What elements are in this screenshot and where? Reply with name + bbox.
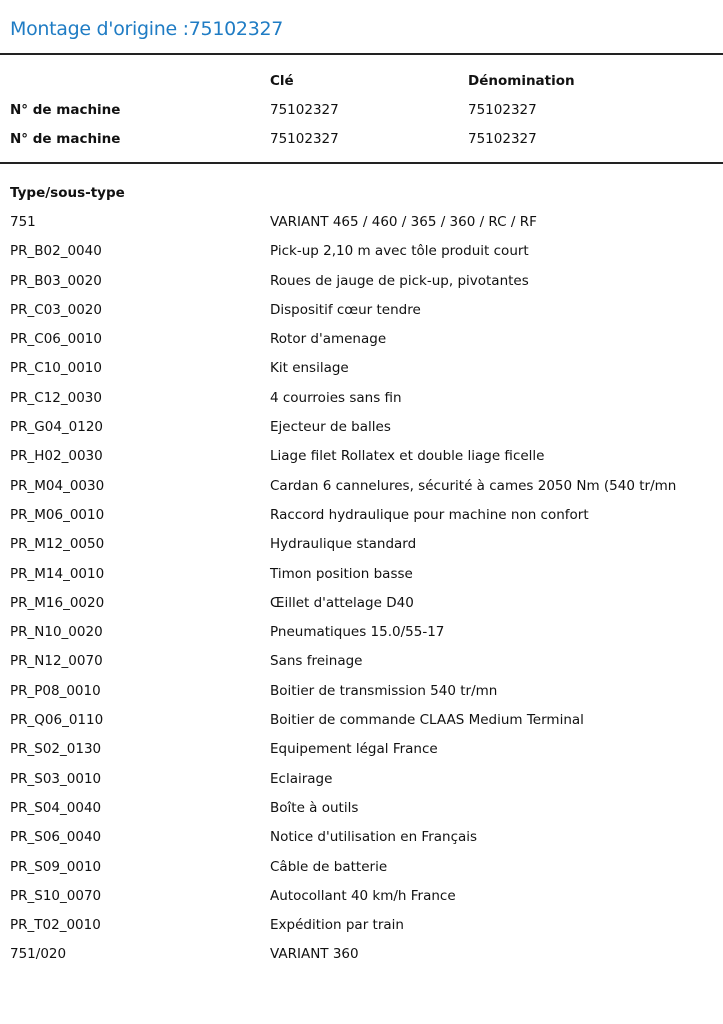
item-code: PR_Q06_0110 (10, 712, 104, 729)
list-item (0, 857, 723, 886)
machine-row-key: 75102327 (270, 102, 339, 118)
list-item (0, 212, 723, 241)
item-code: PR_P08_0010 (10, 682, 101, 699)
item-code: PR_S10_0070 (10, 887, 102, 904)
item-code: PR_S03_0010 (10, 770, 102, 787)
item-description: Pick-up 2,10 m avec tôle produit court (270, 243, 529, 260)
item-code: PR_S02_0130 (10, 741, 102, 758)
item-code: PR_H02_0030 (10, 448, 103, 465)
list-item (0, 446, 723, 475)
list-item (0, 300, 723, 329)
section-divider (0, 162, 723, 164)
list-item (0, 329, 723, 358)
machine-row-key: 75102327 (270, 131, 339, 147)
item-description: Eclairage (270, 770, 333, 787)
item-code: 751/020 (10, 946, 67, 963)
item-description: Câble de batterie (270, 858, 388, 875)
item-code: PR_S09_0010 (10, 858, 102, 875)
item-description: Œillet d'attelage D40 (270, 594, 414, 611)
item-code: PR_B02_0040 (10, 243, 102, 260)
item-code: PR_C12_0030 (10, 389, 102, 406)
list-item (0, 944, 723, 973)
list-item (0, 534, 723, 563)
item-code: PR_M12_0050 (10, 536, 105, 553)
list-item (0, 739, 723, 768)
machine-row-denomination: 75102327 (468, 131, 537, 147)
item-code: PR_B03_0020 (10, 272, 102, 289)
item-code: PR_C10_0010 (10, 360, 102, 377)
item-description: Rotor d'amenage (270, 331, 387, 348)
list-item (0, 622, 723, 651)
list-item (0, 886, 723, 915)
item-description: Pneumatiques 15.0/55-17 (270, 624, 445, 641)
item-description: Sans freinage (270, 653, 363, 670)
item-code: PR_C03_0020 (10, 301, 102, 318)
list-item (0, 271, 723, 300)
item-description: Dispositif cœur tendre (270, 301, 421, 318)
item-code: PR_T02_0010 (10, 917, 101, 934)
item-description: Ejecteur de balles (270, 419, 391, 436)
machine-row-label: N° de machine (10, 102, 121, 118)
item-description: Boitier de transmission 540 tr/mn (270, 682, 498, 699)
type-section-title: Type/sous-type (10, 185, 125, 201)
item-code: PR_S04_0040 (10, 799, 102, 816)
item-code: PR_G04_0120 (10, 419, 104, 436)
item-description: VARIANT 360 (270, 946, 359, 963)
item-description: Autocollant 40 km/h France (270, 887, 456, 904)
item-code: PR_C06_0010 (10, 331, 102, 348)
list-item (0, 651, 723, 680)
item-description: Notice d'utilisation en Français (270, 829, 478, 846)
page-title: Montage d'origine :75102327 (10, 18, 284, 40)
item-code: PR_M06_0010 (10, 506, 105, 523)
item-description: Expédition par train (270, 917, 404, 934)
item-code: PR_M14_0010 (10, 565, 105, 582)
type-list (0, 212, 723, 974)
item-code: 751 (10, 214, 36, 230)
item-description: Hydraulique standard (270, 536, 417, 553)
list-item (0, 798, 723, 827)
list-item (0, 915, 723, 944)
machine-row-denomination: 75102327 (468, 102, 537, 118)
list-item (0, 476, 723, 505)
item-description: 4 courroies sans fin (270, 389, 402, 406)
item-description: VARIANT 465 / 460 / 365 / 360 / RC / RF (270, 214, 537, 230)
item-description: Boitier de commande CLAAS Medium Terminal (270, 712, 584, 729)
item-code: PR_S06_0040 (10, 829, 102, 846)
column-header-denomination: Dénomination (468, 73, 575, 89)
list-item (0, 681, 723, 710)
list-item (0, 388, 723, 417)
list-item (0, 593, 723, 622)
list-item (0, 769, 723, 798)
item-code: PR_N10_0020 (10, 624, 103, 641)
machine-row-label: N° de machine (10, 131, 121, 147)
item-code: PR_M16_0020 (10, 594, 105, 611)
item-description: Equipement légal France (270, 741, 438, 758)
list-item (0, 505, 723, 534)
item-code: PR_N12_0070 (10, 653, 103, 670)
item-description: Kit ensilage (270, 360, 349, 377)
list-item (0, 827, 723, 856)
item-description: Timon position basse (270, 565, 413, 582)
list-item (0, 710, 723, 739)
item-description: Roues de jauge de pick-up, pivotantes (270, 272, 529, 289)
list-item (0, 358, 723, 387)
column-header-key: Clé (270, 73, 294, 89)
list-item (0, 417, 723, 446)
list-item (0, 564, 723, 593)
item-description: Liage filet Rollatex et double liage ficelle (270, 448, 545, 465)
item-description: Cardan 6 cannelures, sécurité à cames 2050 Nm (540 tr/mn (270, 477, 677, 494)
item-description: Boîte à outils (270, 799, 359, 816)
top-divider (0, 53, 723, 55)
item-description: Raccord hydraulique pour machine non confort (270, 506, 589, 523)
item-code: PR_M04_0030 (10, 477, 105, 494)
list-item (0, 241, 723, 270)
